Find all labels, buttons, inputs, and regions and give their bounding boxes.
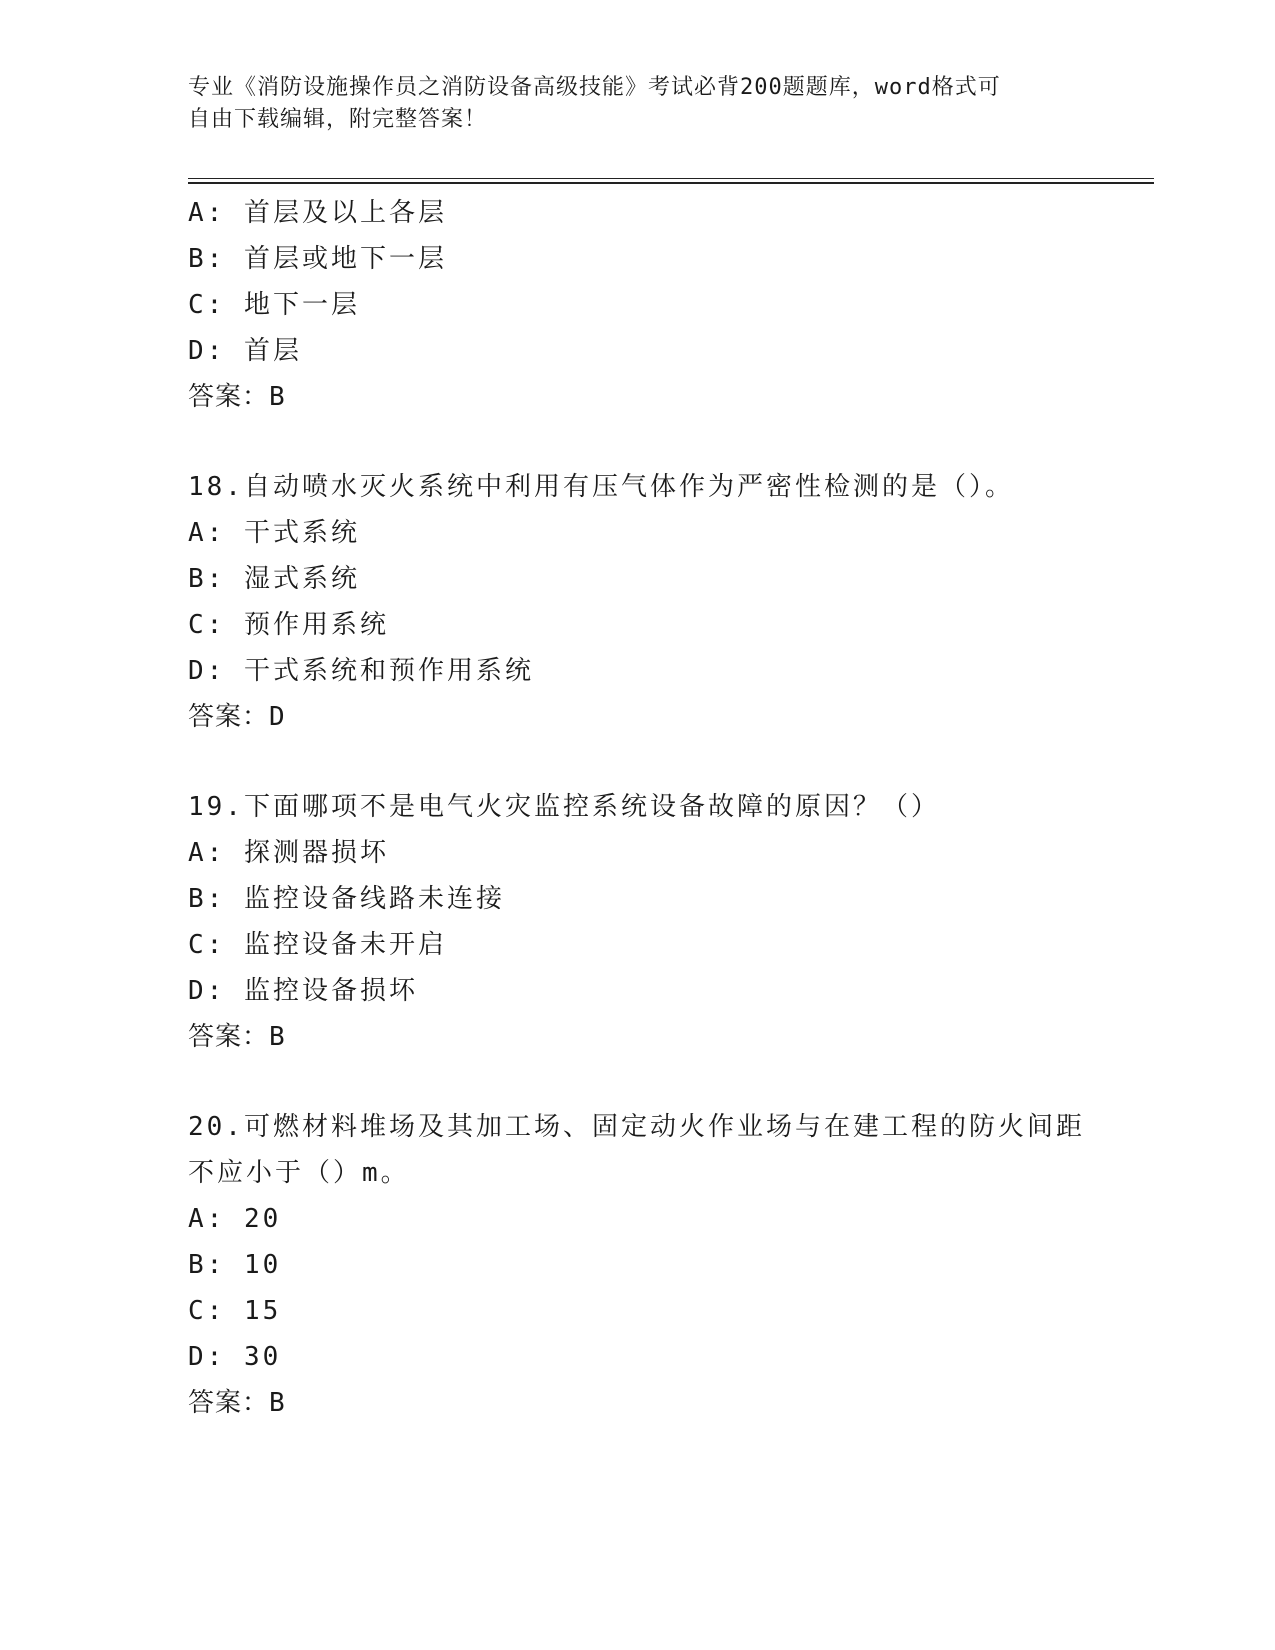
question-text: 18.自动喷水灭火系统中利用有压气体作为严密性检测的是（）。: [188, 472, 1014, 502]
question-list: [188, 190, 1088, 1426]
spacer: [188, 740, 1088, 784]
question-text-line-2: 不应小于（）m。: [188, 1158, 410, 1188]
option-d: D: 干式系统和预作用系统: [188, 656, 534, 686]
option-b: B: 首层或地下一层: [188, 244, 447, 274]
header-divider-thick: [188, 182, 1154, 184]
option-c: C: 预作用系统: [188, 610, 389, 640]
question-text-line-1: 20.可燃材料堆场及其加工场、固定动火作业场与在建工程的防火间距: [188, 1112, 1085, 1142]
option-c: C: 15: [188, 1296, 282, 1326]
header-line-2: 自由下载编辑，附完整答案！: [188, 107, 488, 132]
answer-line: 答案：D: [188, 702, 286, 732]
option-c: C: 监控设备未开启: [188, 930, 447, 960]
option-d: D: 30: [188, 1342, 282, 1372]
option-b: B: 监控设备线路未连接: [188, 884, 505, 914]
question-19: [188, 784, 1088, 1060]
answer-line: 答案：B: [188, 1022, 286, 1052]
question-20: [188, 1104, 1088, 1426]
spacer: [188, 420, 1088, 464]
option-c: C: 地下一层: [188, 290, 360, 320]
question-18: [188, 464, 1088, 740]
question-17: [188, 190, 1088, 420]
option-a: A: 20: [188, 1204, 282, 1234]
option-d: D: 首层: [188, 336, 302, 366]
spacer: [188, 1060, 1088, 1104]
question-text: 19.下面哪项不是电气火灾监控系统设备故障的原因？（）: [188, 792, 940, 822]
document-header: [188, 72, 1088, 136]
option-a: A: 干式系统: [188, 518, 360, 548]
option-d: D: 监控设备损坏: [188, 976, 418, 1006]
header-line-1: 专业《消防设施操作员之消防设备高级技能》考试必背200题题库，word格式可: [188, 75, 1001, 100]
header-divider-thin: [188, 178, 1154, 179]
option-a: A: 探测器损坏: [188, 838, 389, 868]
option-b: B: 湿式系统: [188, 564, 360, 594]
option-a: A: 首层及以上各层: [188, 198, 447, 228]
option-b: B: 10: [188, 1250, 282, 1280]
answer-line: 答案：B: [188, 1388, 286, 1418]
answer-line: 答案：B: [188, 382, 286, 412]
